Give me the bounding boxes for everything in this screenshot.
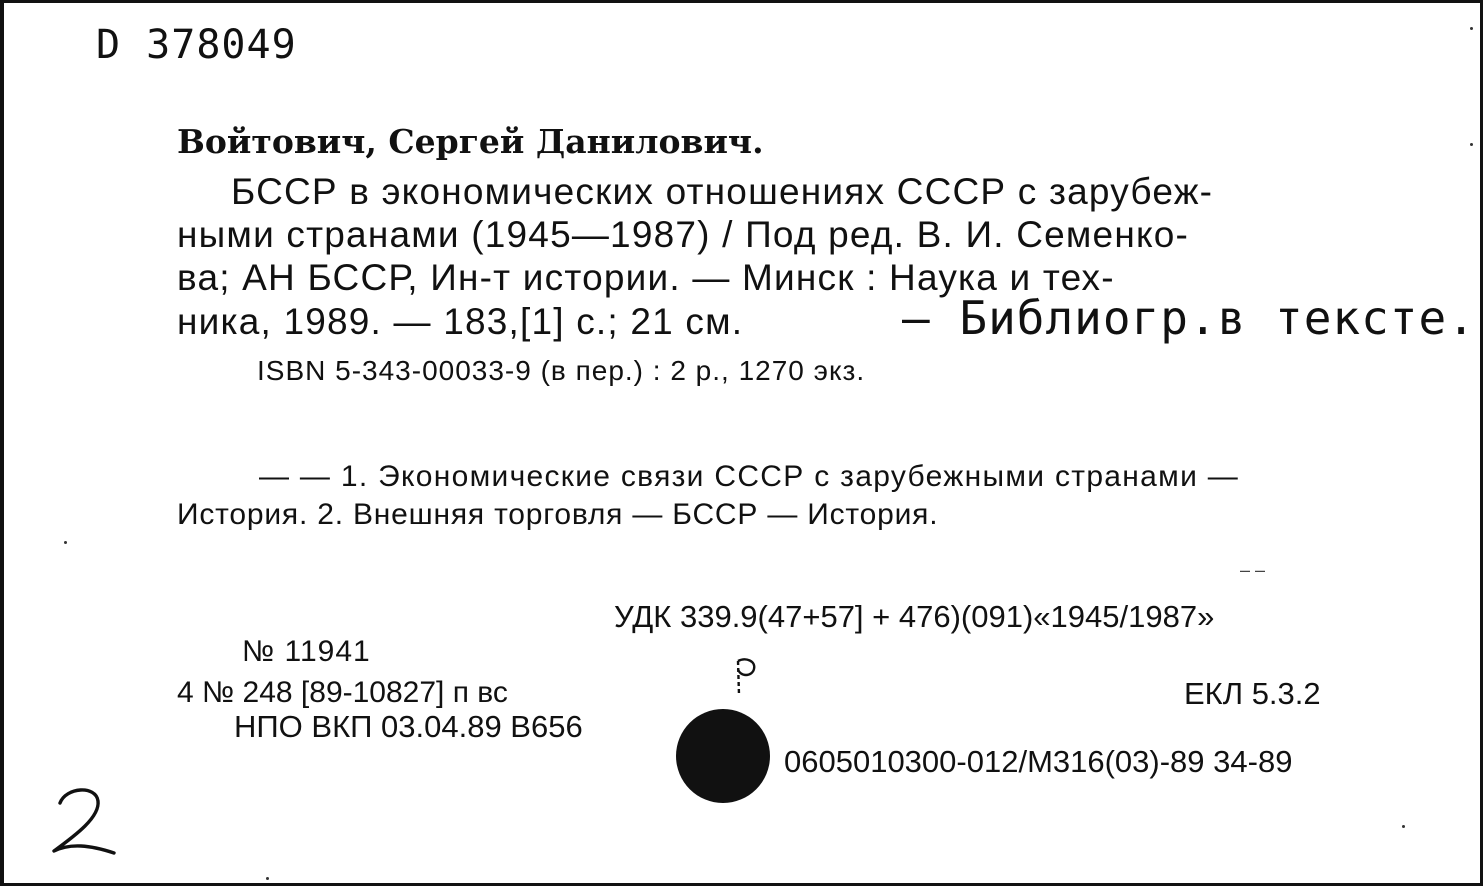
- handwritten-number-2: [46, 783, 120, 859]
- subjects-line-2: История. 2. Внешняя торговля — БССР — История.: [177, 498, 939, 531]
- call-number: D 378049: [96, 22, 297, 68]
- npo-line: НПО ВКП 03.04.89 В656: [234, 709, 583, 744]
- ekl-code: ЕКЛ 5.3.2: [1184, 676, 1321, 711]
- speck: [1402, 825, 1405, 828]
- description-line-2: ными странами (1945—1987) / Под ред. В. И. Семенко-: [177, 214, 1190, 255]
- speck: [1470, 143, 1473, 146]
- order-line: 4 № 248 [89-10827] п вс: [177, 676, 508, 709]
- description-line-3: ва; АН БССР, Ин-т истории. — Минск : Наука и тех-: [177, 257, 1115, 298]
- speck: [266, 877, 269, 880]
- handwritten-p-mark: [726, 655, 760, 699]
- isbn-line: ISBN 5-343-00033-9 (в пер.) : 2 р., 1270 экз.: [257, 355, 866, 386]
- card-number: № 11941: [242, 635, 371, 668]
- bibliography-note: — Библиогр.в тексте.: [902, 291, 1476, 345]
- description-line-4: ника, 1989. — 183,[1] с.; 21 см.: [177, 301, 744, 342]
- punch-hole-dot: [676, 709, 770, 803]
- subjects-line-1: — — 1. Экономические связи СССР с зарубежными странами —: [259, 460, 1240, 493]
- description-line-1: БССР в экономических отношениях СССР с зарубеж-: [231, 171, 1214, 212]
- dash-marks: – –: [1240, 560, 1266, 580]
- speck: [1470, 27, 1473, 30]
- speck: [64, 541, 67, 544]
- author-heading: Войтович, Сергей Данилович.: [177, 122, 764, 161]
- udk-classification: УДК 339.9(47+57] + 476)(091)«1945/1987»: [614, 599, 1215, 634]
- publication-code: 0605010300-012/М316(03)-89 34-89: [784, 744, 1293, 779]
